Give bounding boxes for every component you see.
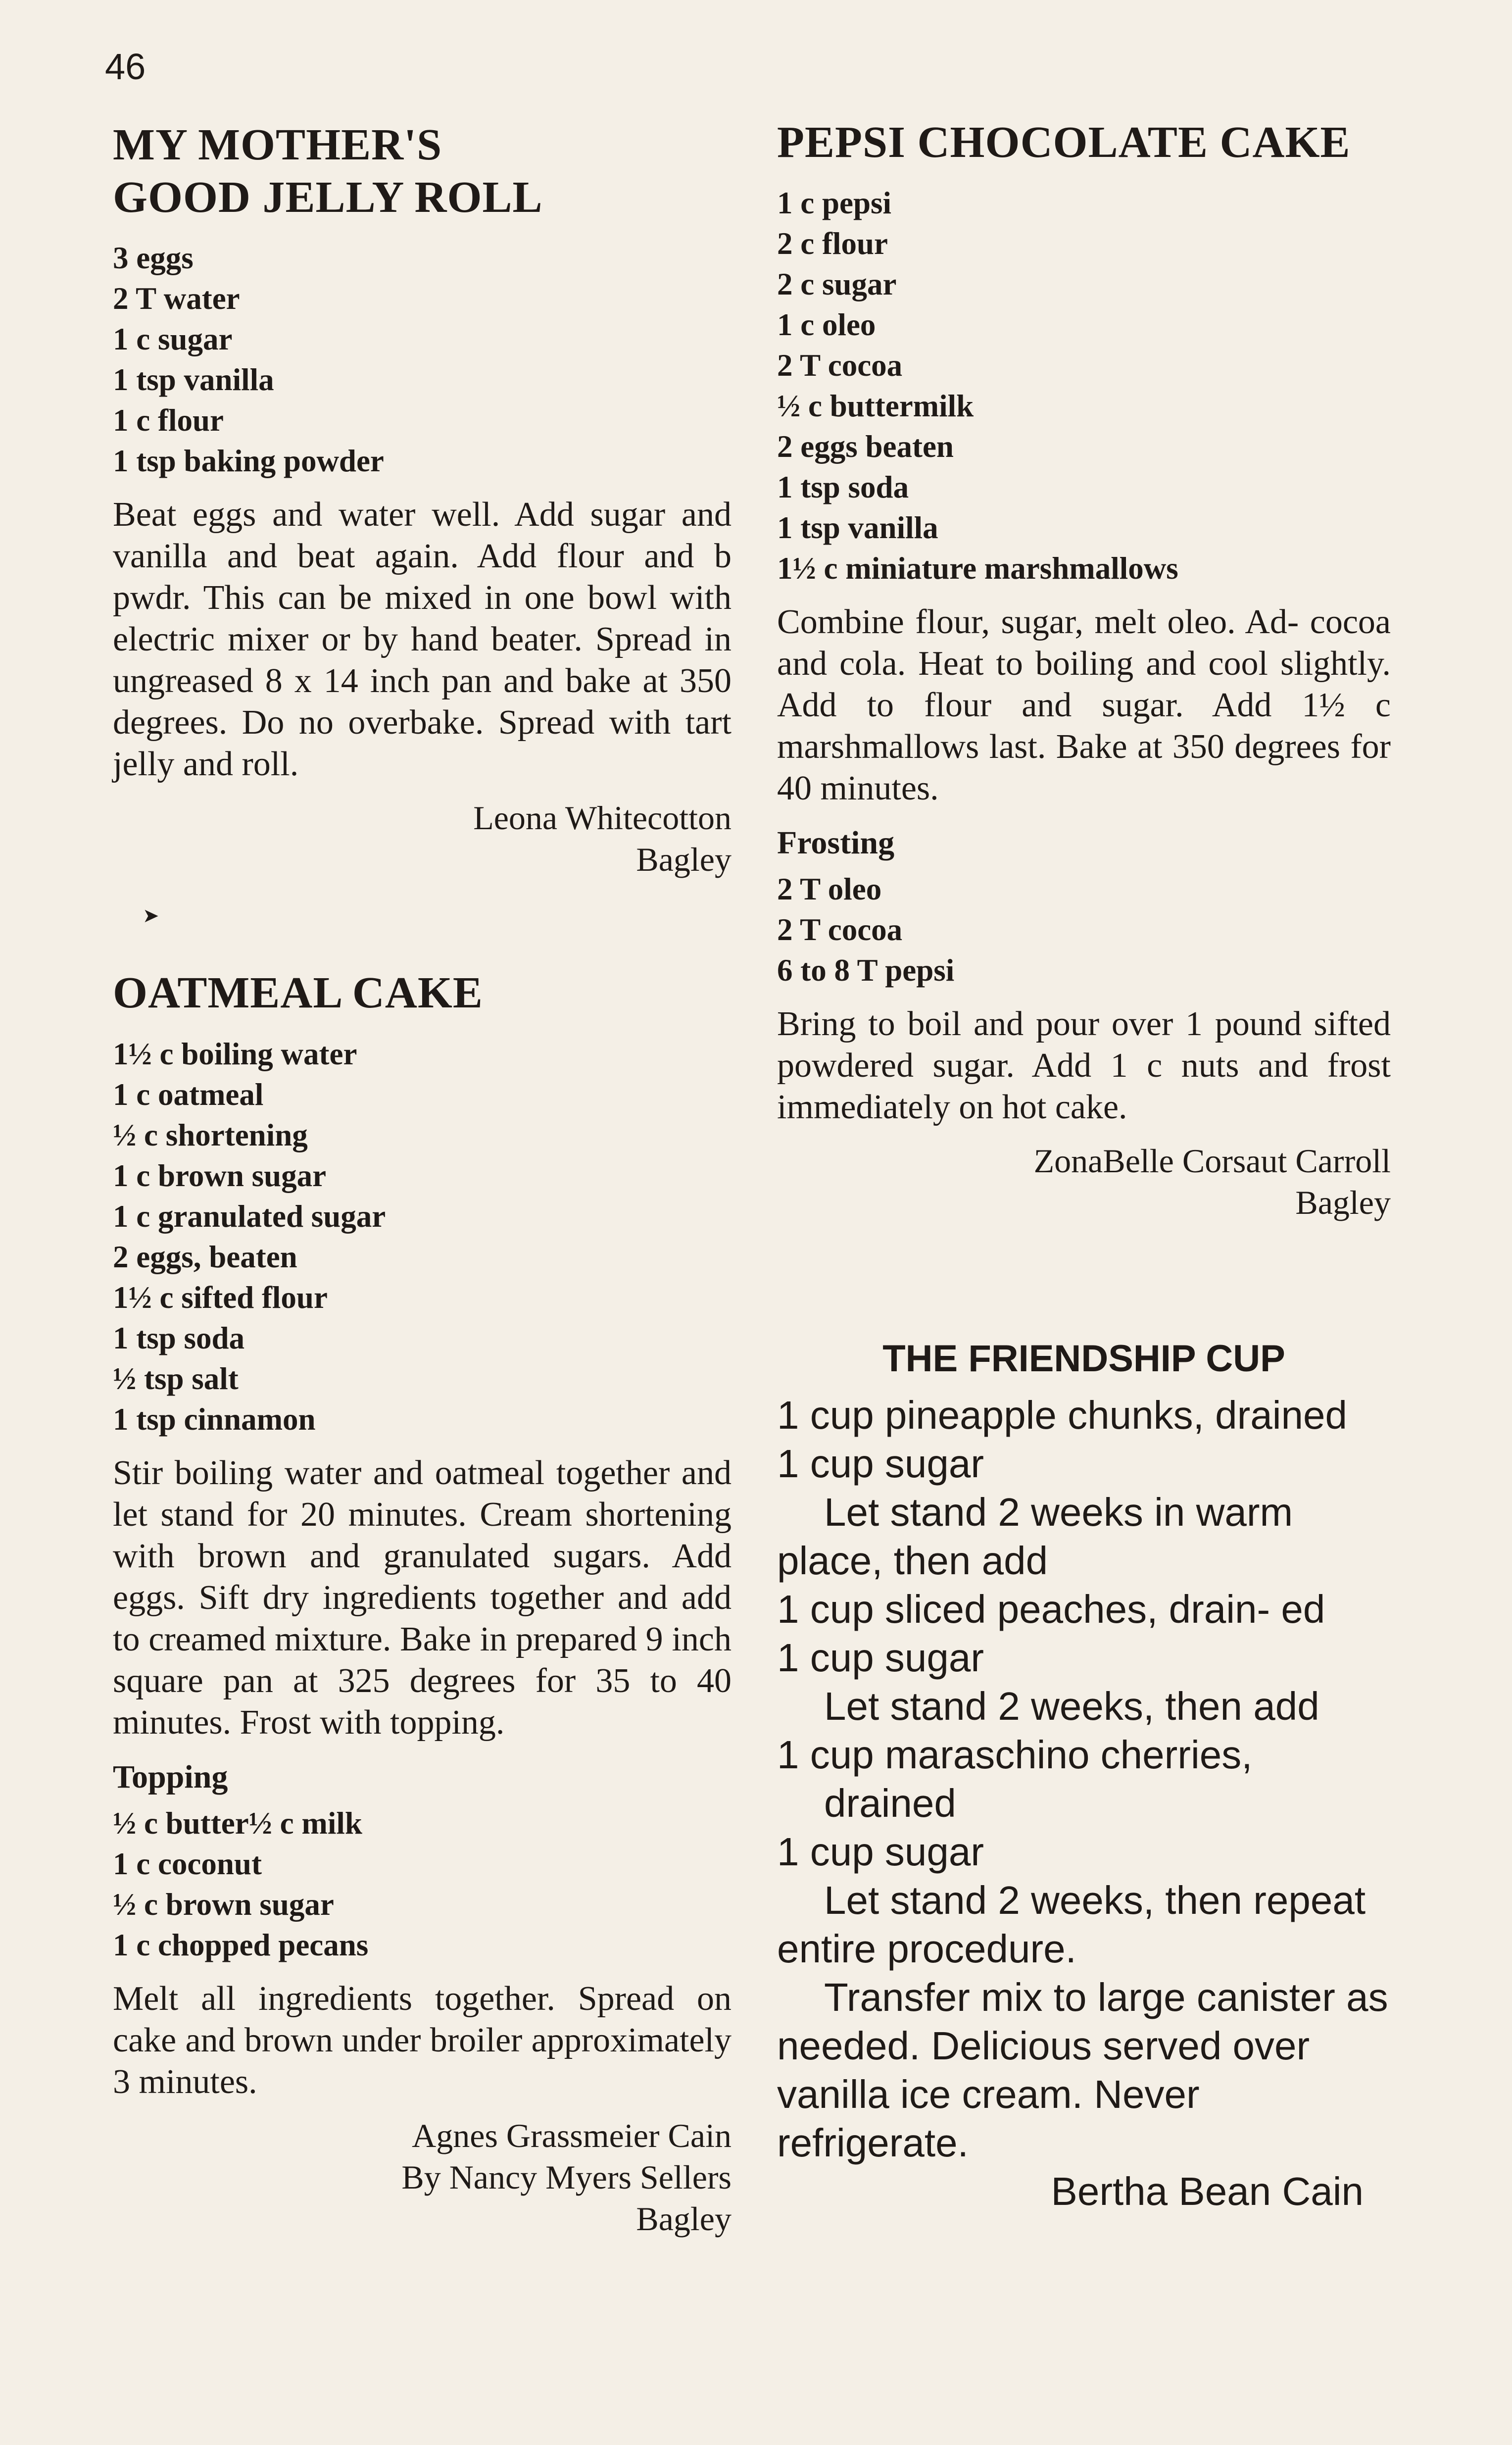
frosting-ingredients [777,869,1391,991]
ingredient: 1 c brown sugar [113,1158,327,1193]
friendship-line: Transfer mix to large canister as needed. Delicious served over vanilla ice cream. Never refrigerate. [777,1975,1388,2165]
friendship-line: 1 cup sugar [777,1442,984,1486]
ingredient: 1 c flour [113,403,224,438]
ingredient: 1 tsp vanilla [777,510,938,546]
friendship-line: Let stand 2 weeks, then repeat entire procedure. [777,1878,1366,1971]
pepsi-cake-credit-name: ZonaBelle Corsaut Carroll [1033,1142,1391,1180]
ingredient: ½ c butter½ c milk [113,1805,362,1841]
jelly-roll-credit-town: Bagley [636,841,732,879]
topping-heading: Topping [113,1758,228,1795]
friendship-cup-recipe [777,1337,1391,2216]
ingredient: ½ tsp salt [113,1361,239,1396]
ingredient: 1½ c miniature marshmallows [777,551,1178,586]
right-column [777,116,1391,2216]
topping-ingredients [113,1803,732,1965]
ingredient: 6 to 8 T pepsi [777,953,955,988]
friendship-line: Let stand 2 weeks in warm place, then add [777,1490,1293,1583]
ingredient: ½ c shortening [113,1117,308,1152]
ingredient: 1 c coconut [113,1846,262,1881]
friendship-cup-credit: Bertha Bean Cain [1051,2169,1364,2214]
ingredient: 1 c pepsi [777,186,892,221]
page-number: 46 [105,46,146,87]
friendship-line: 1 cup maraschino cherries, drained [777,1733,1253,1826]
oatmeal-cake-recipe [113,967,732,2239]
jelly-roll-ingredients [113,238,732,481]
topping-directions: Melt all ingredients together. Spread on cake and brown under broiler approximately 3 minutes. [113,1979,732,2101]
ingredient: 1½ c sifted flour [113,1280,328,1315]
ingredient: ½ c buttermilk [777,389,974,424]
ingredient: 1 tsp cinnamon [113,1401,316,1437]
ingredient: 2 c flour [777,226,888,261]
ingredient: 2 eggs, beaten [113,1239,297,1274]
oatmeal-cake-ingredients [113,1034,732,1440]
ingredient: 1 tsp baking powder [113,444,384,479]
frosting-heading: Frosting [777,825,895,861]
jelly-roll-title-line1: MY MOTHER'S [113,120,442,169]
oatmeal-cake-directions: Stir boiling water and oatmeal together and let stand for 20 minutes. Cream shortening with brown and granulated sugars. Add eggs. Sift dry ingredients together and add to creamed mixture. Bake in prepared 9 inch square pan at 325 degrees for 35 to 40 minutes. Frost with topping. [113,1453,732,1742]
oatmeal-cake-credit-name: Agnes Grassmeier Cain [412,2116,732,2154]
jelly-roll-credit-name: Leona Whitecotton [473,799,732,837]
left-column [113,119,732,2240]
pepsi-cake-ingredients [777,183,1391,589]
oatmeal-cake-credit-by: By Nancy Myers Sellers [401,2158,732,2196]
ingredient: 1 tsp soda [777,470,909,505]
ingredient: 1 c oatmeal [113,1077,264,1112]
frosting-directions: Bring to boil and pour over 1 pound sifted powdered sugar. Add 1 c nuts and frost immediately on hot cake. [777,1005,1391,1127]
friendship-line: 1 cup sugar [777,1636,984,1680]
oatmeal-cake-credit-town: Bagley [636,2199,732,2238]
jelly-roll-title [113,119,732,224]
friendship-line: 1 cup sugar [777,1830,984,1874]
ingredient: 1 c chopped pecans [113,1927,369,1962]
ingredient: 2 c sugar [777,267,897,302]
ingredient: 1½ c boiling water [113,1036,357,1071]
ingredient: 2 T cocoa [777,348,903,383]
decorative-mark-icon: ➤ [143,904,159,927]
jelly-roll-recipe [113,119,732,880]
ingredient: 1 c granulated sugar [113,1198,386,1234]
ingredient: 2 T cocoa [777,912,903,948]
pepsi-cake-recipe [777,116,1391,1223]
friendship-line: Let stand 2 weeks, then add [824,1684,1319,1729]
oatmeal-cake-title: OATMEAL CAKE [113,968,483,1018]
friendship-line: 1 cup pineapple chunks, drained [777,1393,1347,1438]
jelly-roll-title-line2: GOOD JELLY ROLL [113,173,543,222]
ingredient: 1 c oleo [777,307,876,343]
ingredient: 1 tsp vanilla [113,362,274,398]
ingredient: 2 T oleo [777,872,882,907]
friendship-cup-title: THE FRIENDSHIP CUP [882,1338,1285,1380]
ingredient: 2 T water [113,281,240,316]
jelly-roll-directions: Beat eggs and water well. Add sugar and vanilla and beat again. Add flour and b pwdr. This can be mixed in one bowl with electric mixer or by hand beater. Spread in ungreased 8 x 14 inch pan and bake at 350 degrees. Do no overbake. Spread with tart jelly and roll. [113,496,732,784]
ingredient: 3 eggs [113,241,194,276]
pepsi-cake-credit-town: Bagley [1295,1184,1391,1222]
pepsi-cake-title: PEPSI CHOCOLATE CAKE [777,118,1351,167]
ingredient: ½ c brown sugar [113,1887,334,1922]
ingredient: 1 c sugar [113,322,233,357]
ingredient: 2 eggs beaten [777,429,954,464]
pepsi-cake-directions: Combine flour, sugar, melt oleo. Ad- cocoa and cola. Heat to boiling and cool slightly. Add to flour and sugar. Add 1½ c marshmallows last. Bake at 350 degrees for 40 minutes. [777,603,1391,808]
friendship-line: 1 cup sliced peaches, drain- ed [777,1587,1325,1632]
ingredient: 1 tsp soda [113,1320,245,1355]
